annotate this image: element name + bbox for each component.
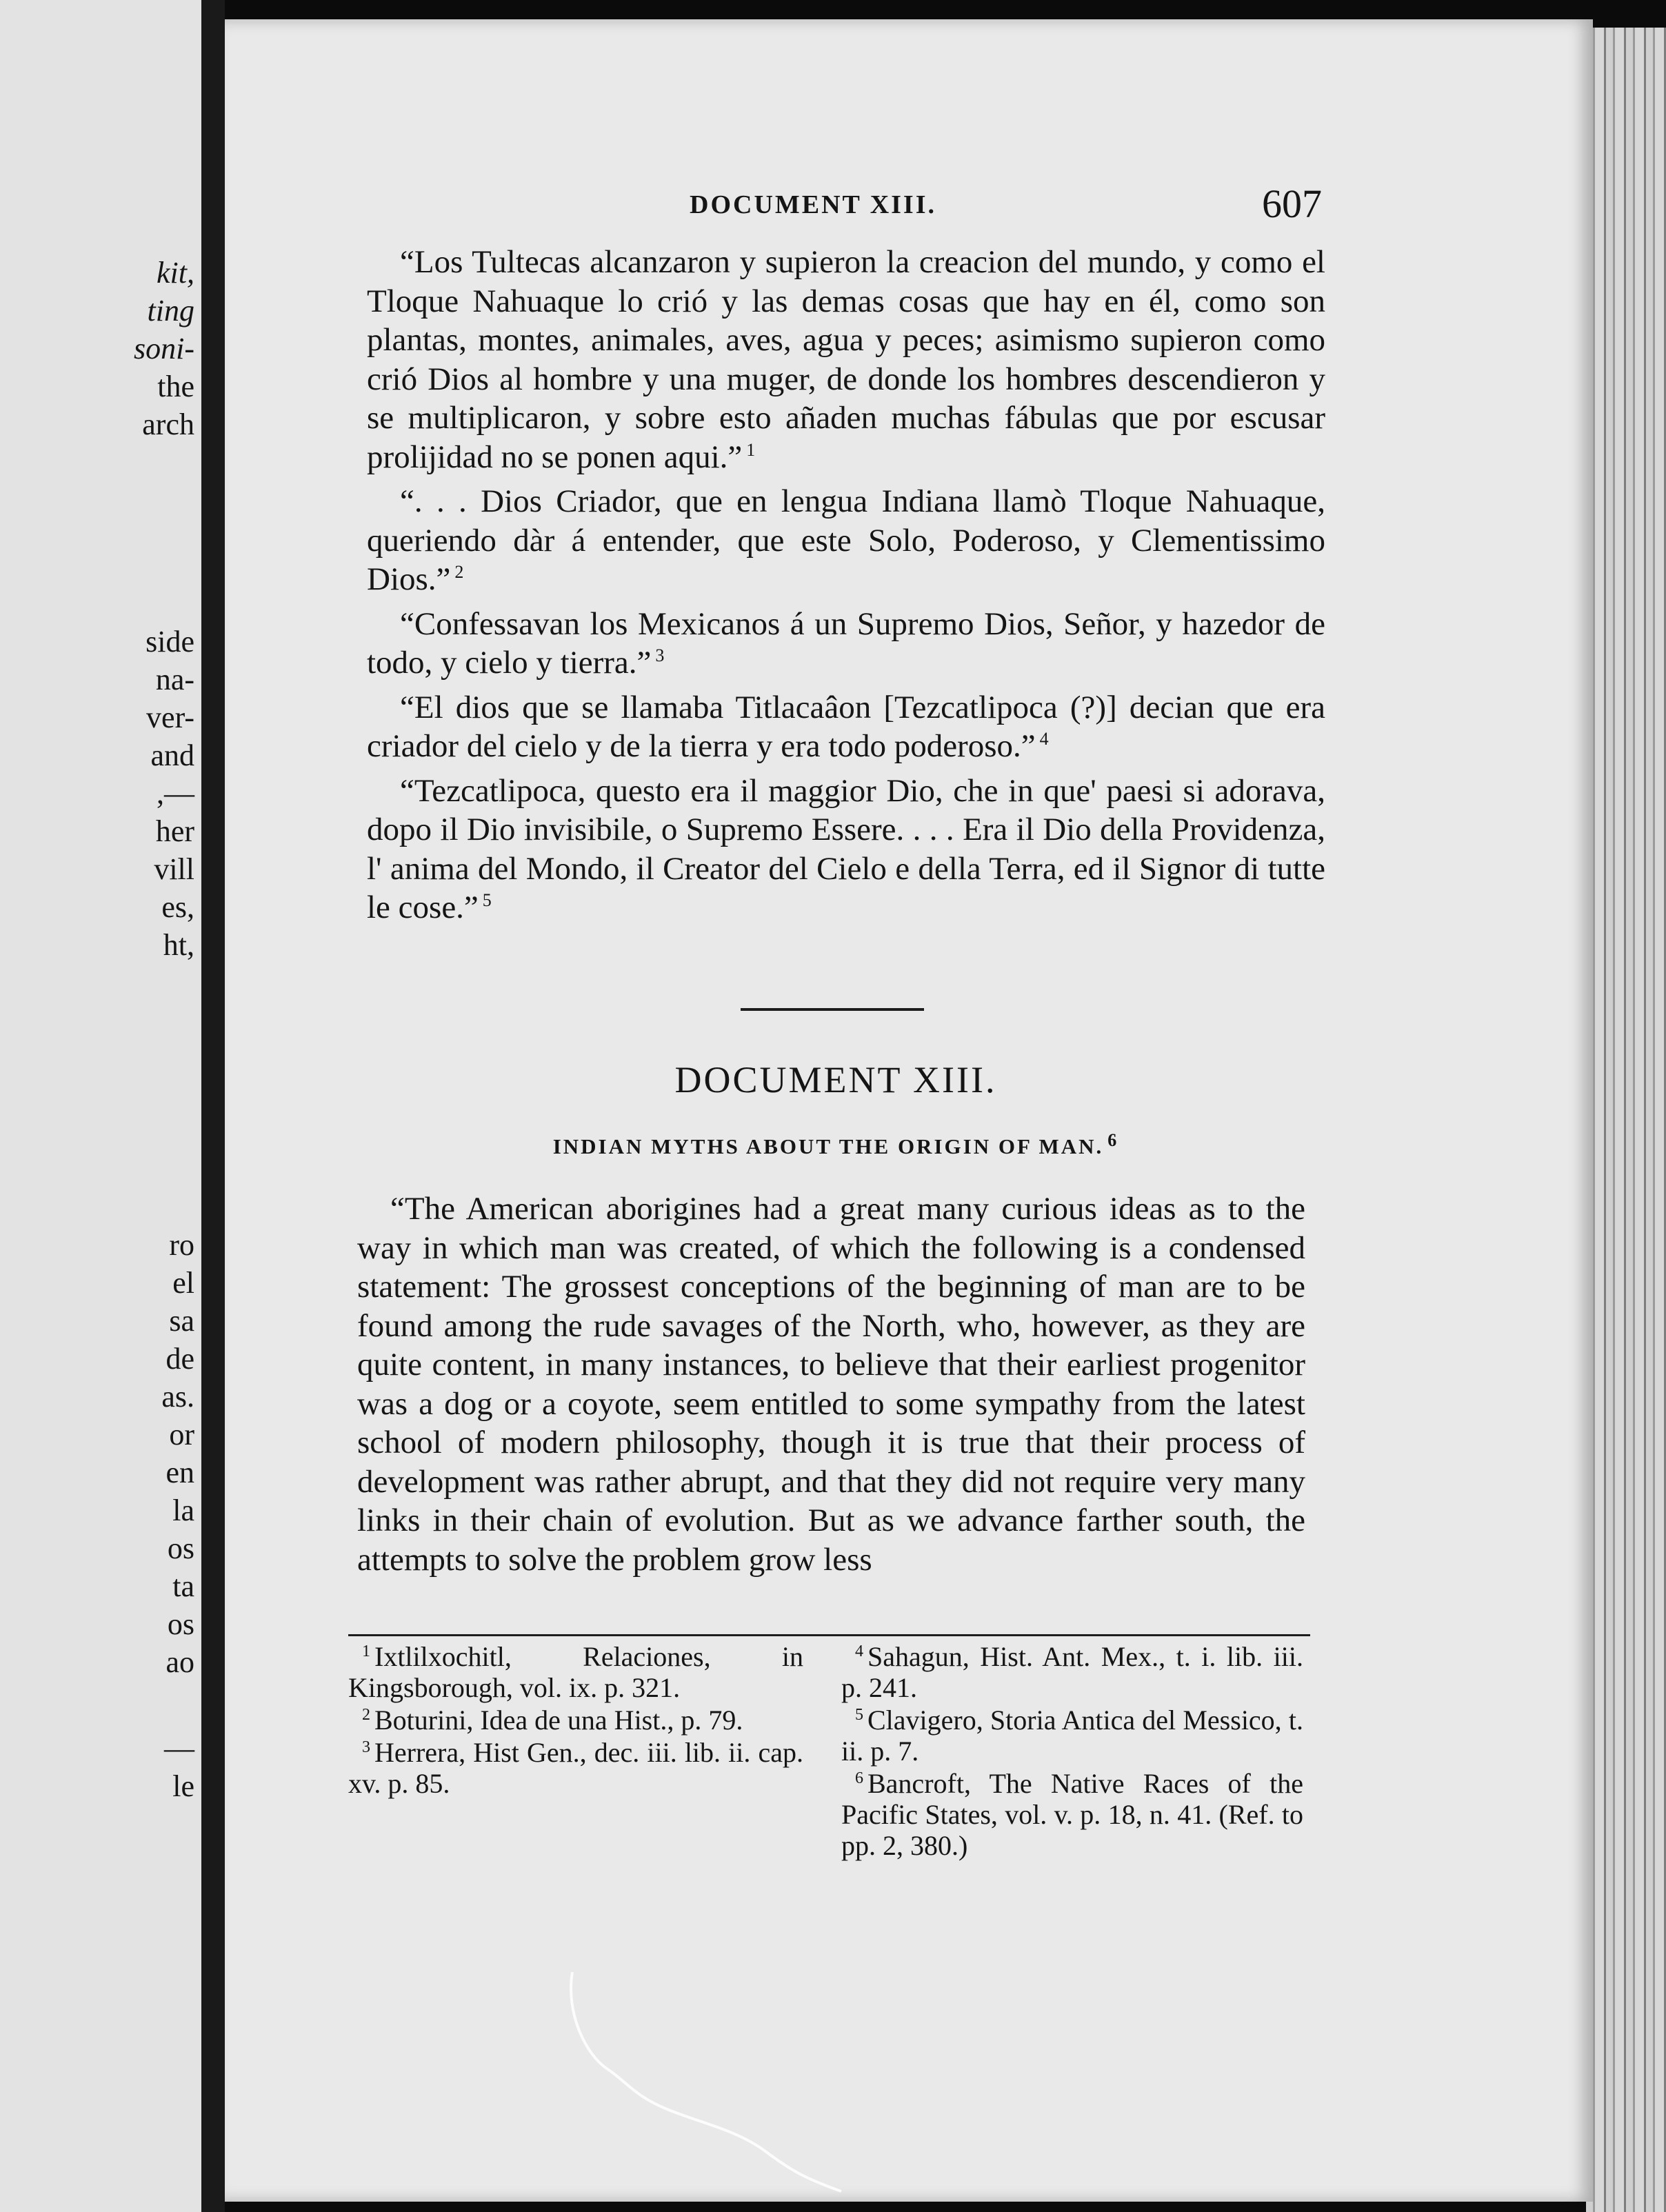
facing-page-text-fragment: vill — [154, 852, 194, 886]
facing-page-text-fragment: de — [165, 1342, 194, 1376]
facing-page-text-fragment: ao — [165, 1645, 194, 1679]
film-scratch-mark — [559, 1972, 848, 2193]
footnote-ref: 6 — [1107, 1129, 1119, 1150]
footnotes-left-column — [348, 1641, 803, 1800]
facing-page-text-fragment: el — [172, 1266, 194, 1300]
facing-page-text-fragment: ver- — [146, 701, 194, 734]
facing-page-text-fragment: en — [165, 1456, 194, 1489]
footnote: $^4$ Sahagun, Hist. Ant. Mex., t. i. lib. iii. p. 241. — [841, 1641, 1303, 1703]
facing-page-text-fragment: soni- — [134, 332, 194, 365]
facing-page-text-fragment: and — [150, 738, 194, 772]
facing-page-text-fragment: le — [172, 1769, 194, 1803]
quote-paragraph: “Los Tultecas alcanzaron y supieron la creacion del mundo, y como el Tloque Nahuaque lo crió y las demas cosas que hay en él, como son plantas, montes, animales, aves, agua y peces; asimismo supieron como crió Dios al hombre y una muger, de donde los hombres descendieron y se multiplicaron, y sobre esto añaden muchas fábulas que por escusar prolijidad no se ponen aqui.” $^1$ — [367, 244, 1325, 475]
footnote-ref: 5 — [482, 890, 492, 911]
facing-page-text-fragment: es, — [161, 890, 194, 924]
footnote-ref: 2 — [454, 562, 464, 583]
quote-paragraph: “El dios que se llamaba Titlacaâon [Tezcatlipoca (?)] decian que era criador del cielo y de la tierra y era todo poderoso.” $^4$ — [367, 689, 1325, 764]
footnotes-right-column — [841, 1641, 1303, 1862]
footnote: $^2$ Boturini, Idea de una Hist., p. 79. — [362, 1705, 743, 1736]
quote-paragraph: “Confessavan los Mexicanos á un Supremo Dios, Señor, y hazedor de todo, y cielo y tierra.” $^3$ — [367, 605, 1325, 681]
facing-page-text-fragment: her — [155, 814, 194, 848]
footnote: $^1$ Ixtlilxochitl, Relaciones, in Kingsborough, vol. ix. p. 321. — [348, 1641, 803, 1703]
footnote-ref: 4 — [1039, 729, 1049, 750]
footnote: $^6$ Bancroft, The Native Races of the Pacific States, vol. v. p. 18, n. 41. (Ref. to pp. 2, 380.) — [841, 1768, 1303, 1861]
footnote-ref: 3 — [655, 645, 665, 666]
body-paragraph: “The American aborigines had a great many curious ideas as to the way in which man was created, of which the following is a condensed statement: The grossest conceptions of the beginning of man are to be found among the rude savages of the North, who, however, as they are quite content, in many instances, to believe that their earliest progenitor was a dog or a coyote, seem entitled to some sympathy from the latest school of modern philosophy, though it is true that their process of development was rather abrupt, and that they did not require very many links in their chain of evolution. But as we advance farther south, the attempts to solve the problem grow less — [357, 1191, 1305, 1578]
book-gutter — [201, 0, 225, 2212]
facing-page-text-fragment: or — [169, 1418, 194, 1451]
facing-page-fragment — [0, 0, 201, 2212]
document-title: DOCUMENT XIII. — [674, 1059, 997, 1100]
facing-page-text-fragment: ro — [169, 1228, 194, 1262]
running-head: DOCUMENT XIII. — [690, 190, 937, 219]
page-number: 607 — [1262, 181, 1322, 226]
facing-page-text-fragment: ,— — [157, 776, 194, 810]
document-body — [357, 1189, 1305, 1585]
quote-paragraph: “Tezcatlipoca, questo era il maggior Dio, che in que' paesi si adorava, dopo il Dio invisibile, o Supremo Essere. . . . Era il Dio della Providenza, l' anima del Mondo, il Creator del Cielo e della Terra, ed il Signor di tutte le cose.” $^5$ — [367, 772, 1325, 925]
footnote: $^3$ Herrera, Hist Gen., dec. iii. lib. ii. cap. xv. p. 85. — [348, 1737, 803, 1799]
facing-page-text-fragment: kit, — [157, 256, 194, 290]
facing-page-text-fragment: os — [167, 1531, 194, 1565]
footnote-ref: 1 — [746, 439, 756, 460]
facing-page-text-fragment: as. — [161, 1380, 194, 1414]
facing-page-text-fragment: ting — [147, 294, 194, 328]
footnote-divider — [348, 1634, 1310, 1636]
facing-page-text-fragment: os — [167, 1607, 194, 1641]
facing-page-text-fragment: the — [157, 370, 194, 403]
facing-page-text-fragment: na- — [155, 663, 194, 696]
facing-page-text-fragment: side — [145, 625, 194, 658]
quote-paragraph: “. . . Dios Criador, que en lengua Indiana llamò Tloque Nahuaque, queriendo dàr á entender, que este Solo, Poderoso, y Clementissimo Dios.” $^2$ — [367, 483, 1325, 597]
footnote: $^5$ Clavigero, Storia Antica del Messico, t. ii. p. 7. — [841, 1705, 1303, 1767]
facing-page-text-fragment: sa — [169, 1304, 194, 1338]
facing-page-text-fragment: ht, — [163, 928, 194, 962]
facing-page-text-fragment: ta — [172, 1569, 194, 1603]
facing-page-text-fragment: la — [172, 1494, 194, 1527]
document-subtitle: INDIAN MYTHS ABOUT THE ORIGIN OF MAN. $^6$ — [552, 1129, 1119, 1158]
facing-page-text-fragment: arch — [142, 408, 194, 441]
section-divider — [741, 1008, 924, 1011]
page-edges — [1586, 28, 1666, 2212]
facing-page-text-fragment: — — [164, 1731, 194, 1765]
quotation-block — [367, 243, 1325, 933]
